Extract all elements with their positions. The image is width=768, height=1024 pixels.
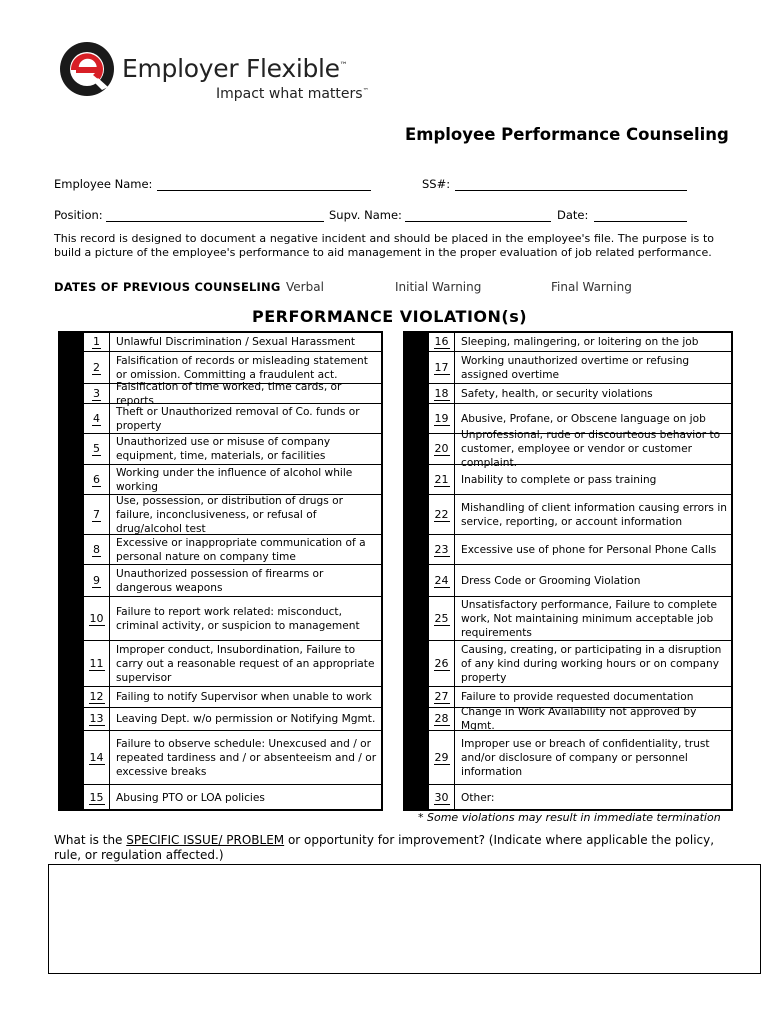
violation-text: Theft or Unauthorized removal of Co. funds or property bbox=[116, 405, 360, 432]
violation-row-17 bbox=[405, 352, 731, 384]
violation-number: 22 bbox=[429, 495, 455, 534]
intro-paragraph: This record is designed to document a negative incident and should be placed in the employee's file. The purpose is to build a picture of the employee's performance to aid management in the proper evaluation of job related performance. bbox=[54, 232, 714, 259]
violation-text: Sleeping, malingering, or loitering on the job bbox=[461, 336, 699, 348]
violation-text: Unprofessional, rude or discourteous behavior to customer, employee or vendor or customer complaint. bbox=[461, 429, 721, 469]
violation-checkbox-6[interactable] bbox=[60, 465, 84, 494]
violation-row-26 bbox=[405, 641, 731, 687]
violation-text: Working unauthorized overtime or refusing assigned overtime bbox=[461, 354, 690, 381]
violation-row-30 bbox=[405, 785, 731, 811]
violation-number: 14 bbox=[84, 731, 110, 784]
violation-text: Improper use or breach of confidentiality, trust and/or disclosure of company or personnel information bbox=[461, 737, 710, 778]
position-field[interactable] bbox=[106, 208, 324, 222]
violation-number: 5 bbox=[84, 434, 110, 464]
date-field[interactable] bbox=[594, 208, 687, 222]
counseling-option-verbal[interactable]: Verbal bbox=[286, 280, 324, 294]
violation-checkbox-16[interactable] bbox=[405, 333, 429, 351]
violation-number: 25 bbox=[429, 597, 455, 640]
supv-name-label: Supv. Name: bbox=[329, 208, 402, 222]
violation-row-23 bbox=[405, 535, 731, 565]
violation-number: 21 bbox=[429, 465, 455, 494]
violation-number: 27 bbox=[429, 687, 455, 707]
violation-checkbox-19[interactable] bbox=[405, 404, 429, 433]
specific-issue-question: What is the SPECIFIC ISSUE/ PROBLEM or opportunity for improvement? (Indicate where applicable the policy, rule, or regulation affected.) bbox=[54, 833, 715, 862]
violation-text: Improper conduct, Insubordination, Failure to carry out a reasonable request of an appropriate supervisor bbox=[116, 643, 375, 684]
violation-checkbox-13[interactable] bbox=[60, 708, 84, 730]
violation-text: Leaving Dept. w/o permission or Notifying Mgmt. bbox=[116, 713, 376, 725]
counseling-option-initial-warning[interactable]: Initial Warning bbox=[395, 280, 482, 294]
violation-checkbox-18[interactable] bbox=[405, 384, 429, 403]
violation-number: 15 bbox=[84, 785, 110, 811]
violation-row-15 bbox=[60, 785, 381, 811]
violation-text: Failure to report work related: misconduct, criminal activity, or suspicion to management bbox=[116, 605, 360, 632]
violation-checkbox-14[interactable] bbox=[60, 731, 84, 784]
violation-checkbox-29[interactable] bbox=[405, 731, 429, 784]
violation-checkbox-30[interactable] bbox=[405, 785, 429, 811]
violation-checkbox-20[interactable] bbox=[405, 434, 429, 464]
violation-checkbox-9[interactable] bbox=[60, 565, 84, 596]
violation-row-3 bbox=[60, 380, 381, 407]
employee-name-field[interactable] bbox=[157, 177, 371, 191]
termination-note: * Some violations may result in immediate termination bbox=[418, 811, 721, 824]
violation-row-21 bbox=[405, 465, 731, 495]
violation-checkbox-26[interactable] bbox=[405, 641, 429, 686]
counseling-option-final-warning[interactable]: Final Warning bbox=[551, 280, 632, 294]
violation-text: Unauthorized use or misuse of company equipment, time, materials, or facilities bbox=[116, 436, 331, 462]
violation-row-1 bbox=[60, 333, 381, 352]
violation-text: Mishandling of client information causing errors in service, reporting, or account information bbox=[461, 501, 727, 528]
violation-row-4 bbox=[60, 404, 381, 434]
violation-row-13 bbox=[60, 708, 381, 731]
violation-text: Failure to provide requested documentation bbox=[461, 691, 694, 703]
violation-text: Failure to observe schedule: Unexcused and / or repeated tardiness and / or absenteeism and / or excessive breaks bbox=[116, 737, 377, 778]
violation-number: 18 bbox=[429, 384, 455, 403]
violation-number: 4 bbox=[84, 404, 110, 433]
violation-row-29 bbox=[405, 731, 731, 785]
violation-text: Excessive or inappropriate communication of a personal nature on company time bbox=[116, 536, 366, 563]
logo-wordmark: Employer Flexible™ bbox=[122, 54, 348, 83]
violation-text: Working under the influence of alcohol while working bbox=[116, 466, 353, 493]
form-title: Employee Performance Counseling bbox=[405, 125, 729, 144]
violation-row-22 bbox=[405, 495, 731, 535]
violation-number: 9 bbox=[84, 565, 110, 596]
violation-checkbox-15[interactable] bbox=[60, 785, 84, 811]
violation-row-7 bbox=[60, 495, 381, 535]
violation-text: Dress Code or Grooming Violation bbox=[461, 574, 641, 587]
violation-number: 1 bbox=[84, 333, 110, 351]
violation-checkbox-5[interactable] bbox=[60, 434, 84, 464]
violation-checkbox-8[interactable] bbox=[60, 535, 84, 564]
violation-checkbox-7[interactable] bbox=[60, 495, 84, 534]
violation-number: 3 bbox=[84, 384, 110, 403]
violation-number: 17 bbox=[429, 352, 455, 383]
violation-row-25 bbox=[405, 597, 731, 641]
violation-row-12 bbox=[60, 687, 381, 708]
violations-table-left bbox=[58, 331, 383, 811]
ss-field[interactable] bbox=[455, 177, 687, 191]
violation-number: 26 bbox=[429, 641, 455, 686]
violation-checkbox-11[interactable] bbox=[60, 641, 84, 686]
ss-label: SS#: bbox=[422, 177, 451, 191]
violation-number: 6 bbox=[84, 465, 110, 494]
violation-number: 30 bbox=[429, 785, 455, 811]
violation-text: Abusive, Profane, or Obscene language on job bbox=[461, 412, 706, 425]
violation-text: Unauthorized possession of firearms or dangerous weapons bbox=[116, 567, 324, 594]
violation-text: Safety, health, or security violations bbox=[461, 387, 653, 400]
violation-row-9 bbox=[60, 565, 381, 597]
violation-checkbox-12[interactable] bbox=[60, 687, 84, 707]
violation-text: Change in Work Availability not approved by Mgmt. bbox=[461, 706, 697, 732]
violations-table-right bbox=[403, 331, 733, 811]
violation-text: Inability to complete or pass training bbox=[461, 473, 657, 486]
violation-number: 23 bbox=[429, 535, 455, 564]
employee-name-label: Employee Name: bbox=[54, 177, 153, 191]
violation-checkbox-3[interactable] bbox=[60, 384, 84, 403]
violation-text: Falsification of records or misleading statement or omission. Committing a fraudulent act. bbox=[116, 354, 368, 381]
violation-checkbox-10[interactable] bbox=[60, 597, 84, 640]
violation-row-11 bbox=[60, 641, 381, 687]
violation-checkbox-25[interactable] bbox=[405, 597, 429, 640]
supv-name-field[interactable] bbox=[405, 208, 551, 222]
violation-text: Excessive use of phone for Personal Phone Calls bbox=[461, 543, 717, 556]
violation-number: 19 bbox=[429, 404, 455, 433]
violation-text: Other: bbox=[461, 792, 495, 804]
previous-counseling-label: DATES OF PREVIOUS COUNSELING bbox=[54, 280, 281, 294]
violation-checkbox-2[interactable] bbox=[60, 352, 84, 383]
violation-checkbox-4[interactable] bbox=[60, 404, 84, 433]
specific-issue-underline: SPECIFIC ISSUE/ PROBLEM bbox=[126, 833, 285, 847]
violation-number: 12 bbox=[84, 687, 110, 707]
violation-row-20 bbox=[405, 429, 731, 469]
violation-checkbox-28[interactable] bbox=[405, 708, 429, 730]
violation-text: Unlawful Discrimination / Sexual Harassment bbox=[116, 336, 356, 348]
date-label: Date: bbox=[557, 208, 589, 222]
violation-number: 29 bbox=[429, 731, 455, 784]
violation-row-24 bbox=[405, 565, 731, 597]
violation-number: 11 bbox=[84, 641, 110, 686]
performance-violations-title: PERFORMANCE VIOLATION(s) bbox=[252, 307, 528, 326]
violation-row-8 bbox=[60, 535, 381, 565]
violation-row-6 bbox=[60, 465, 381, 495]
employer-flexible-logo-icon bbox=[58, 40, 116, 98]
specific-issue-answer-box[interactable] bbox=[48, 864, 761, 974]
position-label: Position: bbox=[54, 208, 103, 222]
violation-text: Falsification of time worked, time cards, or reports bbox=[116, 380, 342, 407]
violation-row-10 bbox=[60, 597, 381, 641]
violation-row-18 bbox=[405, 384, 731, 404]
violation-text: Abusing PTO or LOA policies bbox=[116, 792, 265, 804]
violation-row-14 bbox=[60, 731, 381, 785]
violation-row-16 bbox=[405, 333, 731, 352]
violation-checkbox-21[interactable] bbox=[405, 465, 429, 494]
violation-text: Unsatisfactory performance, Failure to complete work, Not maintaining minimum acceptable job requirements bbox=[461, 598, 718, 639]
violation-row-28 bbox=[405, 708, 731, 731]
violation-number: 20 bbox=[429, 434, 455, 464]
violation-number: 28 bbox=[429, 708, 455, 730]
logo-tagline: Impact what matters™ bbox=[216, 86, 369, 102]
violation-checkbox-1[interactable] bbox=[60, 333, 84, 351]
violation-number: 13 bbox=[84, 708, 110, 730]
violation-row-5 bbox=[60, 434, 381, 465]
violation-number: 10 bbox=[84, 597, 110, 640]
violation-text: Causing, creating, or participating in a disruption of any kind during working hours or on company property bbox=[461, 643, 722, 684]
violation-number: 8 bbox=[84, 535, 110, 564]
violation-number: 16 bbox=[429, 333, 455, 351]
violation-checkbox-23[interactable] bbox=[405, 535, 429, 564]
violation-checkbox-27[interactable] bbox=[405, 687, 429, 707]
violation-checkbox-24[interactable] bbox=[405, 565, 429, 596]
violation-number: 2 bbox=[84, 352, 110, 383]
violation-number: 7 bbox=[84, 495, 110, 534]
violation-text: Failing to notify Supervisor when unable to work bbox=[116, 691, 372, 703]
violation-checkbox-17[interactable] bbox=[405, 352, 429, 383]
violation-checkbox-22[interactable] bbox=[405, 495, 429, 534]
violation-text: Use, possession, or distribution of drugs or failure, inconclusiveness, or refusal of drug/alcohol test bbox=[116, 494, 343, 535]
violation-number: 24 bbox=[429, 565, 455, 596]
